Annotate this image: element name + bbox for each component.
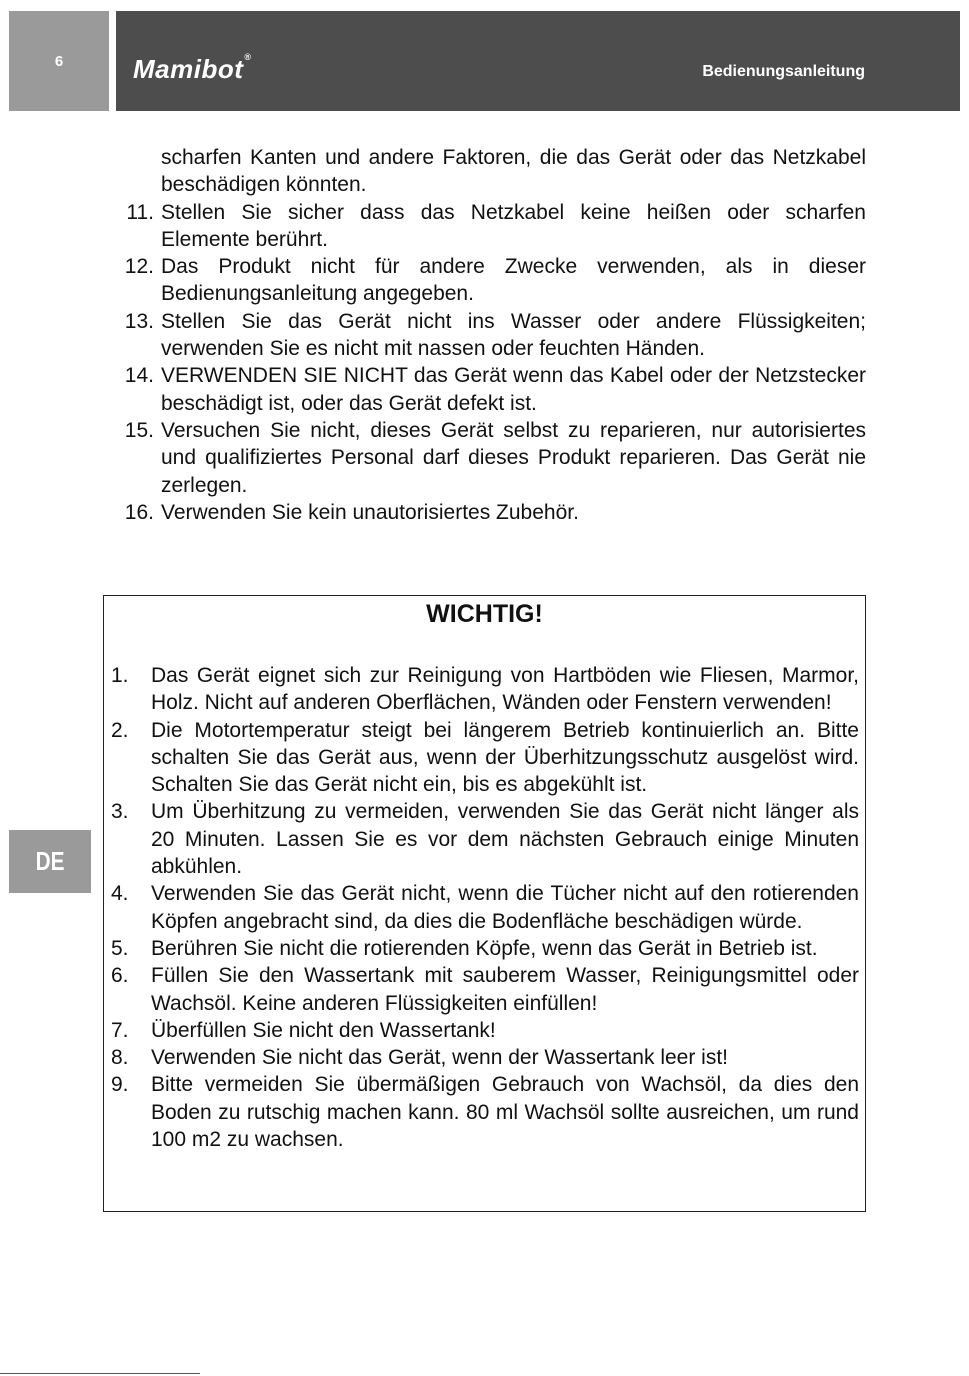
item-number: 9.: [111, 1073, 129, 1097]
brand-logo: [133, 54, 252, 85]
item-number: 3.: [111, 800, 129, 824]
item-number: [110, 144, 161, 199]
important-title: WICHTIG!: [426, 600, 543, 628]
important-box: [103, 595, 866, 1212]
list-item: [110, 362, 866, 417]
list-item: [111, 662, 859, 717]
item-text: Bitte vermeiden Sie übermäßigen Gebrauch von Wachsöl, da dies den Boden zu rutschig machen kann. 80 ml Wachsöl sollte ausreichen, um rund 100 m2 zu wachsen.: [151, 1073, 859, 1152]
page-number: 6: [54, 52, 64, 70]
item-text: Stellen Sie das Gerät nicht ins Wasser oder andere Flüssigkeiten; verwenden Sie es nicht mit nassen oder feuchten Händen.: [161, 309, 866, 361]
list-item: [111, 935, 859, 962]
item-number: 14.: [124, 364, 154, 388]
safety-list: [110, 144, 866, 526]
item-text: Das Gerät eignet sich zur Reinigung von Hartböden wie Fliesen, Marmor, Holz. Nicht auf anderen Oberflächen, Wänden oder Fenstern verwenden!: [151, 664, 859, 715]
item-number: 7.: [111, 1018, 129, 1042]
list-item: [111, 798, 859, 880]
item-text: Verwenden Sie nicht das Gerät, wenn der Wassertank leer ist!: [151, 1046, 729, 1070]
item-number: 2.: [111, 718, 129, 742]
item-number: 16.: [124, 500, 154, 524]
list-item: [111, 1071, 859, 1153]
item-text: Das Produkt nicht für andere Zwecke verwenden, als in dieser Bedienungsanleitung angegeben.: [161, 255, 866, 306]
item-number: 15.: [124, 418, 154, 442]
item-text: Füllen Sie den Wassertank mit sauberem Wasser, Reinigungsmittel oder Wachsöl. Keine anderen Flüssigkeiten einfüllen!: [151, 964, 859, 1015]
header-bar: [116, 11, 960, 111]
list-item: [110, 199, 866, 254]
item-number: 4.: [111, 882, 129, 906]
list-item: [111, 717, 859, 799]
brand-name: Mamibot: [133, 54, 244, 84]
item-text: scharfen Kanten und andere Faktoren, die das Gerät oder das Netzkabel beschädigen könnten.: [161, 146, 866, 197]
registered-mark: ®: [244, 52, 252, 62]
item-text: Um Überhitzung zu vermeiden, verwenden Sie das Gerät nicht länger als 20 Minuten. Lassen Sie es vor dem nächsten Gebrauch einige Minuten abkühlen.: [151, 800, 859, 879]
item-number: 1.: [111, 664, 129, 687]
list-item: [110, 144, 866, 199]
language-tab: [9, 830, 91, 893]
item-text: Verwenden Sie das Gerät nicht, wenn die Tücher nicht auf den rotierenden Köpfen angebracht sind, da dies die Bodenfläche beschädigen würde.: [151, 882, 859, 933]
list-item: [110, 308, 866, 363]
item-text: VERWENDEN SIE NICHT das Gerät wenn das Kabel oder der Netzstecker beschädigt ist, oder das Gerät defekt ist.: [161, 364, 866, 415]
important-list: [111, 662, 859, 1153]
list-item: [110, 253, 866, 308]
page-number-box: [9, 11, 109, 111]
item-number: 13.: [124, 309, 154, 333]
item-text: Überfüllen Sie nicht den Wassertank!: [151, 1018, 496, 1042]
item-number: 11.: [126, 200, 154, 224]
item-text: Berühren Sie nicht die rotierenden Köpfe, wenn das Gerät in Betrieb ist.: [151, 936, 818, 960]
header-title: Bedienungsanleitung: [702, 63, 865, 80]
list-item: [111, 1017, 859, 1044]
item-text: Stellen Sie sicher dass das Netzkabel keine heißen oder scharfen Elemente berührt.: [161, 200, 866, 251]
item-number: 5.: [111, 936, 129, 960]
list-item: [111, 962, 859, 1017]
footer-divider: [0, 1373, 200, 1374]
item-text: Verwenden Sie kein unautorisiertes Zubehör.: [161, 500, 579, 524]
item-text: Die Motortemperatur steigt bei längerem Betrieb kontinuierlich an. Bitte schalten Sie das Gerät aus, wenn der Überhitzungsschutz ausgelöst wird. Schalten Sie das Gerät nicht ein, bis es abgekühlt ist.: [151, 718, 859, 797]
item-number: 6.: [111, 964, 129, 988]
list-item: [111, 1044, 859, 1071]
list-item: [110, 499, 866, 526]
item-text: Versuchen Sie nicht, dieses Gerät selbst zu reparieren, nur autorisiertes und qualifiziertes Personal darf dieses Produkt reparieren. Das Gerät nie zerlegen.: [161, 418, 866, 497]
item-number: 12.: [124, 255, 154, 279]
list-item: [110, 417, 866, 499]
item-number: 8.: [111, 1046, 129, 1070]
language-label: DE: [35, 846, 65, 876]
list-item: [111, 880, 859, 935]
